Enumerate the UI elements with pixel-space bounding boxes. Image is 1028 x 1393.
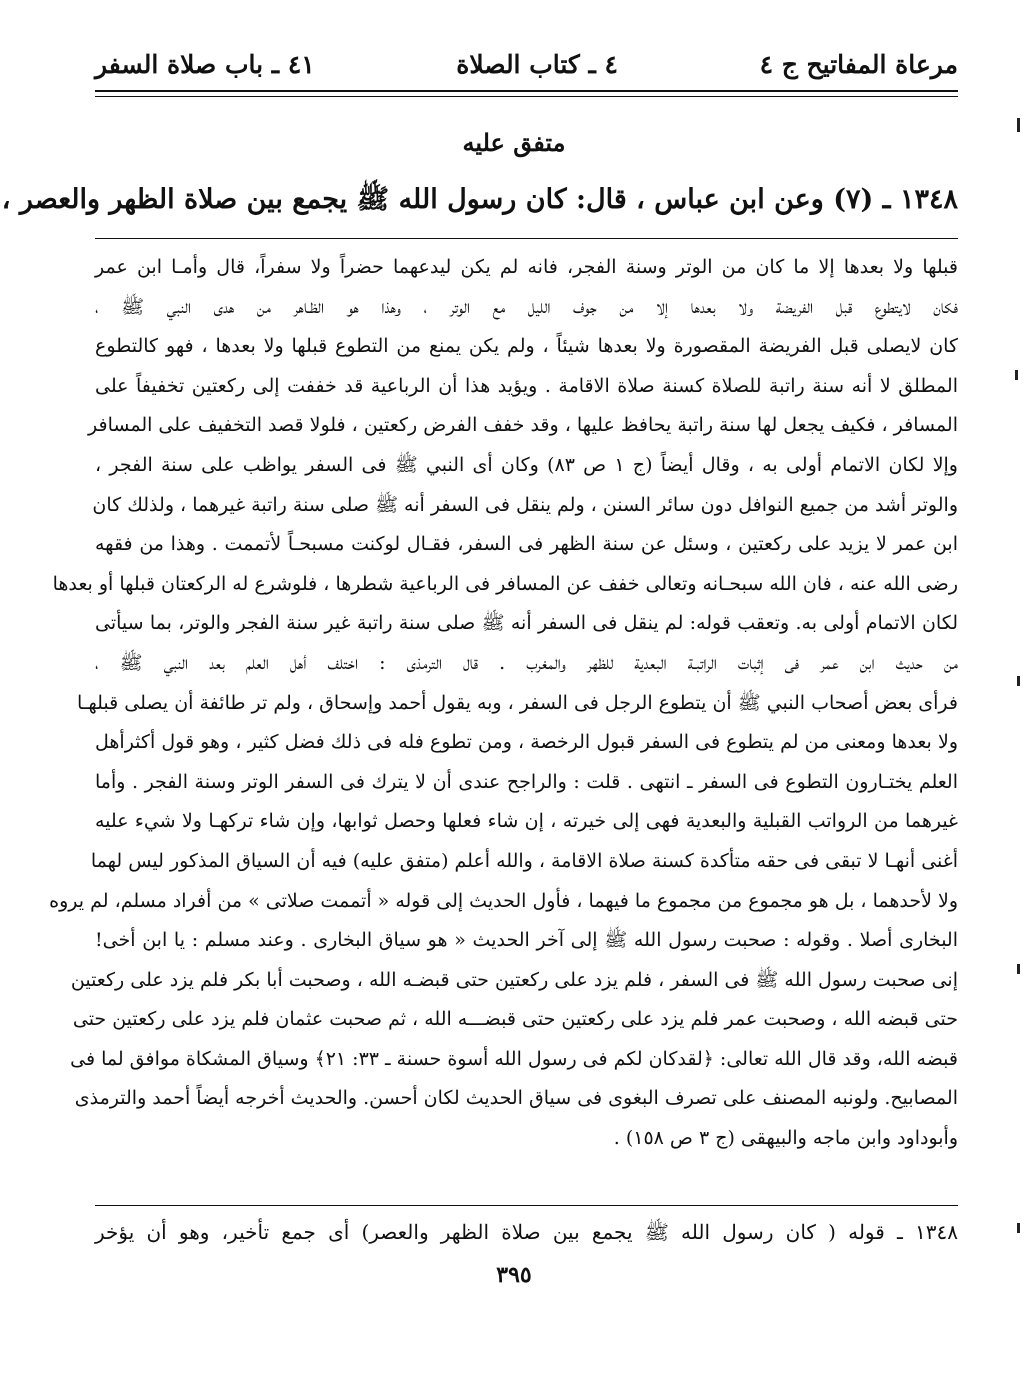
commentary-line: أغنى أنهـا لا تبقى فى حقه متأكدة كسنة صلاة الاقامة ، والله أعلم (متفق عليه) فيه أن السياق المذكور ليس لهما [90,849,958,872]
margin-mark [1017,1223,1020,1233]
agreed-upon-heading: متفق عليه [462,128,566,157]
commentary-line: غيرهما من الرواتب القبلية والبعدية فهى إلى خيرته ، إن شاء فعلها وحصل ثوابها، وإن شاء تركهـا ولا شيء عليه [95,810,958,833]
commentary-line: ولا بعدها ومعنى من لم يتطوع فى السفر قبول الرخصة ، ومن تطوع فله فى ذلك فضل كثير ، وهو قول أكثرأهل [95,731,958,754]
commentary-body [49,248,958,1159]
header-divider [95,90,958,97]
commentary-divider [95,238,958,239]
header-section-title: ٤١ ـ باب صلاة السفر [95,49,315,79]
commentary-line: ولا لأحدهما ، بل هو مجموع من مجموع ما فيهما ، فأول الحديث إلى قوله « أتممت صلاتى » من أفراد مسلم، لم يروه [49,889,958,912]
hadith-text: ١٣٤٨ ـ (٧) وعن ابن عباس ، قال: كان رسول الله ﷺ يجمع بين صلاة الظهر والعصر ، [1,184,958,215]
commentary-line: وأبوداود وابن ماجه والبيهقى (ج ٣ ص ١٥٨) . [613,1127,958,1150]
commentary-line: والوتر أشد من جميع النوافل دون سائر السنن ، ولم ينقل فى السفر أنه ﷺ صلى سنة راتبة غيرهما ، ولذلك كان [92,493,958,516]
commentary-line: المصابيح. ولونبه المصنف على تصرف البغوى فى سياق الحديث لكان أحسن. والحديث أخرجه أيضاً أحمد والترمذى [74,1087,958,1110]
commentary-line: ابن عمر لا يزيد على ركعتين ، وسئل عن سنة الظهر فى السفر، فقـال لوكنت مسبحـاً لأتممت . وهذا من فقهه [95,533,958,556]
commentary-line: وإلا لكان الاتمام أولى به ، وقال أيضاً (ج ١ ص ٨٣) وكان أى النبي ﷺ فى السفر يواظب على سنة الفجر ، [95,453,958,476]
commentary-line: فكان لايتطوع قبل الفريضة ولا بعدها إلا من جوف الليل مع الوتر ، وهذا هو الظـاهر من هدى النبي ﷺ ، [95,295,958,318]
commentary-line: لكان الاتمام أولى به. وتعقب قوله: لم ينقل فى السفر أنه ﷺ صلى سنة راتبة غير سنة الفجر والوتر، بما سيأتى [95,612,958,635]
commentary-line: المسافر ، فكيف يجعل لها سنة راتبة يحافظ عليها ، وقد خفف الفرض ركعتين ، فلولا قصد التخفيف على المسافر [88,414,958,437]
commentary-line: البخارى أصلا . وقوله : صحبت رسول الله ﷺ إلى آخر الحديث « هو سياق البخارى . وعند مسلم : يا ابن أخى! [95,929,958,952]
page-number: ٣٩٥ [496,1262,532,1288]
commentary-line: من حديث ابن عمر فى إثبات الراتبـة البعدية للظهر والمغرب . قال الترمذى : اختلف أهل العلم بعد النبي ﷺ ، [95,651,958,674]
margin-mark [1017,676,1020,686]
footnote-divider [95,1205,958,1206]
margin-mark [1017,118,1020,132]
commentary-line: إنى صحبت رسول الله ﷺ فى السفر ، فلم يزد على ركعتين حتى قبضـه الله ، وصحبت أبا بكر فلم يزد على ركعتين [70,968,958,991]
commentary-line: فرأى بعض أصحاب النبي ﷺ أن يتطوع الرجل فى السفر ، وبه يقول أحمد وإسحاق ، ولم تر طائفة أن يصلى قبلهـا [77,691,958,714]
commentary-line: رضى الله عنه ، فان الله سبحـانه وتعالى خفف عن المسافر فى الرباعية شطرها ، فلوشرع له الركعتان قبلها أو بعدها [52,572,958,595]
commentary-line: العلم يختـارون التطوع فى السفر ـ انتهى . قلت : والراجح عندى أن لا يترك فى السفر الوتر وسنة الفجر . وأما [95,770,958,793]
running-header [95,38,958,90]
commentary-line: حتى قبضه الله ، وصحبت عمر فلم يزد على ركعتين حتى قبضـــه الله ، ثم صحبت عثمان فلم يزد على ركعتين حتى [72,1008,958,1031]
header-book-title: مرعاة المفاتيح ج ٤ [759,49,958,79]
margin-mark [1015,370,1018,380]
footnote-text: ١٣٤٨ ـ قوله ( كان رسول الله ﷺ يجمع بين صلاة الظهر والعصر) أى جمع تأخير، وهو أن يؤخر [95,1220,958,1244]
commentary-line: المطلق لا أنه سنة راتبة للصلاة كسنة صلاة الاقامة . ويؤيد هذا أن الرباعية قد خففت إلى ركعتين تخفيفاً على [95,374,958,397]
header-chapter-title: ٤ ـ كتاب الصلاة [456,49,618,79]
margin-mark [1017,964,1020,974]
commentary-line: كان لايصلى قبل الفريضة المقصورة ولا بعدها شيئاً ، ولم يكن يمنع من التطوع قبلها ولا بعدها ، فهو كالتطوع [95,335,958,358]
commentary-line: قبلها ولا بعدها إلا ما كان من الوتر وسنة الفجر، فانه لم يكن ليدعهما حضراً ولا سفراً، قال وأمـا ابن عمر [95,256,958,278]
commentary-line: قبضه الله، وقد قال الله تعالى: ﴿لقدكان لكم فى رسول الله أسوة حسنة ـ ٣٣: ٢١﴾ وسياق المشكاة موافق لما فى [70,1047,958,1070]
